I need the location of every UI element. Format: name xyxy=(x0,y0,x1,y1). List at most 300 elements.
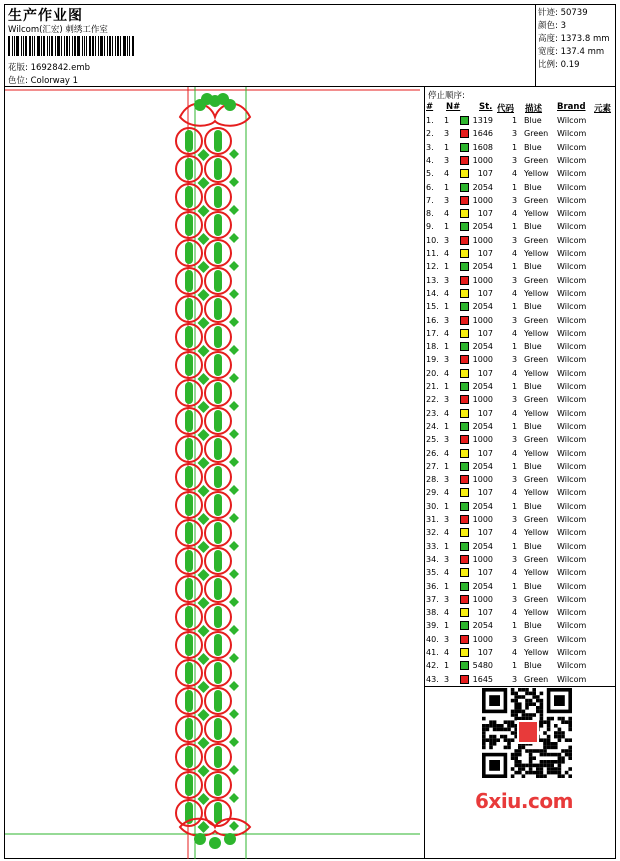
barcode-bar xyxy=(64,36,65,56)
row-number: 3. xyxy=(426,142,434,152)
barcode-bar xyxy=(82,36,83,56)
qr-module xyxy=(540,738,544,742)
qr-module xyxy=(511,720,515,724)
motif-diamond xyxy=(198,597,210,609)
qr-module xyxy=(518,710,522,714)
motif-fill xyxy=(214,270,222,292)
qr-module xyxy=(525,771,529,775)
motif-diamond xyxy=(198,401,210,413)
qr-module xyxy=(507,728,511,732)
row-color-number: 3 xyxy=(512,395,518,405)
row-description: Yellow xyxy=(524,608,549,618)
row-number: 5. xyxy=(426,169,434,179)
barcode-bar xyxy=(51,36,53,56)
qr-module xyxy=(547,735,551,739)
motif-diamond xyxy=(198,653,210,665)
motif-fill xyxy=(214,550,222,572)
row-number: 35. xyxy=(426,568,439,578)
motif-diamond xyxy=(198,541,210,553)
qr-module xyxy=(511,774,515,778)
row-number: 13. xyxy=(426,275,439,285)
bottom-leaf xyxy=(209,837,221,849)
qr-module xyxy=(561,735,565,739)
color-swatch xyxy=(460,355,469,364)
qr-module xyxy=(547,767,551,771)
barcode-bar xyxy=(16,36,19,56)
motif-fill xyxy=(214,326,222,348)
qr-module xyxy=(489,746,493,750)
qr-module xyxy=(529,760,533,764)
motif-fill xyxy=(185,130,193,152)
qr-module xyxy=(511,724,515,728)
row-needle: 1 xyxy=(444,501,450,511)
qr-module xyxy=(529,692,533,696)
row-needle: 1 xyxy=(444,116,450,125)
meta-width-value: 137.4 mm xyxy=(560,47,605,57)
motif-diamond xyxy=(229,485,239,495)
motif-diamond xyxy=(229,261,239,271)
qr-module xyxy=(518,706,522,710)
table-row xyxy=(426,421,616,434)
qr-module xyxy=(514,756,518,760)
qr-module xyxy=(532,713,536,717)
row-brand: Wilcom xyxy=(557,262,587,272)
qr-module xyxy=(558,728,562,732)
qr-module xyxy=(561,720,565,724)
row-brand: Wilcom xyxy=(557,355,587,365)
qr-module xyxy=(558,760,562,764)
qr-module xyxy=(558,731,562,735)
qr-module xyxy=(514,717,518,721)
motif-fill xyxy=(185,410,193,432)
qr-module xyxy=(568,720,572,724)
qr-module xyxy=(554,731,558,735)
row-needle: 3 xyxy=(444,195,450,205)
qr-module xyxy=(529,699,533,703)
row-brand: Wilcom xyxy=(557,209,587,219)
row-color-number: 3 xyxy=(512,355,518,365)
table-row xyxy=(426,235,616,248)
row-number: 6. xyxy=(426,182,434,192)
table-row xyxy=(426,554,616,567)
row-needle: 1 xyxy=(444,182,450,192)
row-description: Blue xyxy=(524,421,542,431)
qr-module xyxy=(482,724,486,728)
barcode-bar xyxy=(95,36,96,56)
row-description: Green xyxy=(524,195,549,205)
qr-module xyxy=(558,753,562,757)
row-color-number: 4 xyxy=(512,568,518,578)
barcode-bar xyxy=(77,36,80,56)
row-description: Blue xyxy=(524,262,542,272)
row-color-number: 3 xyxy=(512,634,518,644)
row-number: 34. xyxy=(426,554,439,564)
table-row xyxy=(426,142,616,155)
color-swatch xyxy=(460,302,469,311)
motif-diamond xyxy=(229,681,239,691)
row-color-number: 3 xyxy=(512,315,518,325)
qr-module xyxy=(514,702,518,706)
row-code: 2054 xyxy=(472,222,493,232)
table-row xyxy=(426,182,616,195)
qr-module xyxy=(504,735,508,739)
barcode-bar xyxy=(129,36,130,56)
qr-module xyxy=(547,760,551,764)
row-code: 1000 xyxy=(472,594,493,604)
row-code: 2054 xyxy=(472,541,493,551)
motif-fill xyxy=(185,634,193,656)
row-color-number: 4 xyxy=(512,169,518,179)
qr-module xyxy=(550,742,554,746)
color-swatch xyxy=(460,582,469,591)
row-number: 11. xyxy=(426,249,439,258)
qr-module xyxy=(543,731,547,735)
qr-module xyxy=(493,738,497,742)
row-code: 1319 xyxy=(472,116,493,125)
top-leaf xyxy=(217,93,229,105)
motif-diamond xyxy=(198,373,210,385)
qr-module xyxy=(507,720,511,724)
qr-module xyxy=(511,710,515,714)
qr-module xyxy=(518,771,522,775)
row-needle: 3 xyxy=(444,594,450,604)
qr-finder xyxy=(554,695,565,706)
table-row xyxy=(426,368,616,381)
row-color-number: 3 xyxy=(512,435,518,445)
row-needle: 3 xyxy=(444,435,450,445)
row-number: 38. xyxy=(426,608,439,618)
watermark-site: 6xiu.com xyxy=(475,789,573,813)
qr-module xyxy=(493,735,497,739)
row-needle: 4 xyxy=(444,288,450,298)
row-code: 107 xyxy=(477,488,493,498)
motif-fill xyxy=(214,746,222,768)
motif-diamond xyxy=(229,625,239,635)
motif-fill xyxy=(214,130,222,152)
row-code: 1000 xyxy=(472,634,493,644)
row-code: 5480 xyxy=(472,661,493,671)
motif-diamond xyxy=(229,177,239,187)
row-color-number: 1 xyxy=(512,142,518,152)
table-row xyxy=(426,328,616,341)
row-number: 23. xyxy=(426,408,439,418)
row-number: 20. xyxy=(426,368,439,378)
qr-module xyxy=(511,699,515,703)
row-color-number: 3 xyxy=(512,515,518,524)
motif-diamond xyxy=(229,597,239,607)
row-number: 16. xyxy=(426,315,439,325)
qr-module xyxy=(540,692,544,696)
motif-diamond xyxy=(229,513,239,523)
motif-diamond xyxy=(198,485,210,497)
motif-fill xyxy=(214,158,222,180)
row-code: 1608 xyxy=(472,142,493,152)
motif-fill xyxy=(185,438,193,460)
barcode-bar xyxy=(127,36,128,56)
row-needle: 1 xyxy=(444,222,450,232)
row-number: 28. xyxy=(426,475,439,485)
qr-module xyxy=(518,702,522,706)
qr-module xyxy=(550,764,554,768)
motif-diamond xyxy=(229,345,239,355)
qr-module xyxy=(511,767,515,771)
row-number: 19. xyxy=(426,355,439,365)
barcode-bar xyxy=(117,36,119,56)
row-number: 8. xyxy=(426,209,434,219)
col-header-stitches: St. xyxy=(479,102,493,112)
row-code: 107 xyxy=(477,448,493,458)
row-code: 2054 xyxy=(472,342,493,352)
row-brand: Wilcom xyxy=(557,315,587,325)
row-brand: Wilcom xyxy=(557,275,587,285)
motif-fill xyxy=(185,494,193,516)
row-description: Green xyxy=(524,395,549,405)
qr-module xyxy=(496,724,500,728)
row-description: Yellow xyxy=(524,568,549,578)
meta-height xyxy=(538,32,610,44)
qr-module xyxy=(511,713,515,717)
qr-module xyxy=(522,717,526,721)
row-brand: Wilcom xyxy=(557,554,587,564)
qr-module xyxy=(547,720,551,724)
row-description: Green xyxy=(524,129,549,139)
qr-module xyxy=(511,692,515,696)
row-brand: Wilcom xyxy=(557,488,587,498)
color-swatch xyxy=(460,515,469,524)
color-swatch xyxy=(460,528,469,537)
qr-module xyxy=(547,717,551,721)
color-swatch xyxy=(460,608,469,617)
color-swatch xyxy=(460,382,469,391)
qr-module xyxy=(561,749,565,753)
row-code: 107 xyxy=(477,408,493,418)
motif-diamond xyxy=(198,429,210,441)
qr-module xyxy=(529,771,533,775)
table-row xyxy=(426,381,616,394)
barcode-bar xyxy=(32,36,33,56)
qr-module xyxy=(500,728,504,732)
barcode-bar xyxy=(41,36,42,56)
qr-module xyxy=(482,728,486,732)
studio-name: Wilcom(汇宏) 刺绣工作室 xyxy=(8,25,108,35)
row-code: 107 xyxy=(477,648,493,657)
qr-module xyxy=(536,771,540,775)
row-description: Yellow xyxy=(524,328,549,338)
qr-module xyxy=(543,753,547,757)
row-needle: 4 xyxy=(444,169,450,179)
qr-module xyxy=(550,717,554,721)
table-row xyxy=(426,634,616,647)
table-row xyxy=(426,620,616,633)
motif-fill xyxy=(214,718,222,740)
qr-module xyxy=(547,746,551,750)
row-description: Green xyxy=(524,235,549,245)
row-brand: Wilcom xyxy=(557,421,587,431)
qr-module xyxy=(536,774,540,778)
row-number: 43. xyxy=(426,674,439,684)
qr-module xyxy=(554,735,558,739)
row-description: Blue xyxy=(524,501,542,511)
row-needle: 1 xyxy=(444,342,450,352)
qr-module xyxy=(518,695,522,699)
row-code: 1645 xyxy=(472,674,493,684)
qr-module xyxy=(565,749,569,753)
row-needle: 4 xyxy=(444,528,450,538)
motif-fill xyxy=(214,662,222,684)
row-description: Green xyxy=(524,475,549,485)
meta-stitches-label: 针迹: xyxy=(538,8,558,18)
table-row xyxy=(426,221,616,234)
qr-module xyxy=(489,738,493,742)
qr-module xyxy=(493,724,497,728)
qr-module xyxy=(525,713,529,717)
row-color-number: 4 xyxy=(512,608,518,618)
table-row xyxy=(426,155,616,168)
col-header-code: 代码 xyxy=(497,104,515,114)
qr-module xyxy=(529,764,533,768)
row-description: Yellow xyxy=(524,408,549,418)
meta-stitches-value: 50739 xyxy=(560,8,588,18)
color-swatch xyxy=(460,222,469,231)
motif-diamond xyxy=(198,765,210,777)
row-brand: Wilcom xyxy=(557,249,587,258)
table-row xyxy=(426,514,616,527)
color-swatch xyxy=(460,156,469,165)
qr-module xyxy=(482,717,486,721)
color-swatch xyxy=(460,635,469,644)
row-brand: Wilcom xyxy=(557,116,587,125)
table-row xyxy=(426,168,616,181)
qr-module xyxy=(554,753,558,757)
row-needle: 4 xyxy=(444,408,450,418)
motif-diamond xyxy=(229,317,239,327)
qr-module xyxy=(496,738,500,742)
motif-fill xyxy=(214,774,222,796)
barcode-bar xyxy=(49,36,50,56)
motif-diamond xyxy=(198,821,210,833)
barcode-bar xyxy=(57,36,60,56)
row-description: Blue xyxy=(524,382,542,391)
motif-diamond xyxy=(229,149,239,159)
row-number: 4. xyxy=(426,155,434,165)
row-needle: 4 xyxy=(444,209,450,219)
table-row xyxy=(426,448,616,461)
qr-finder xyxy=(489,760,500,771)
col-header-needle: N# xyxy=(446,102,461,112)
row-code: 1000 xyxy=(472,395,493,405)
row-color-number: 1 xyxy=(512,461,518,471)
row-number: 14. xyxy=(426,288,439,298)
qr-module xyxy=(543,742,547,746)
barcode-bar xyxy=(132,36,134,56)
row-needle: 1 xyxy=(444,421,450,431)
qr-module xyxy=(514,692,518,696)
color-swatch xyxy=(460,449,469,458)
qr-module xyxy=(568,774,572,778)
qr-module xyxy=(540,717,544,721)
motif-diamond xyxy=(229,765,239,775)
row-color-number: 4 xyxy=(512,488,518,498)
row-color-number: 1 xyxy=(512,621,518,631)
row-brand: Wilcom xyxy=(557,169,587,179)
color-swatch xyxy=(460,116,469,125)
row-brand: Wilcom xyxy=(557,368,587,378)
qr-module xyxy=(522,774,526,778)
row-needle: 3 xyxy=(444,275,450,285)
top-ornament xyxy=(180,104,250,126)
motif-diamond xyxy=(198,681,210,693)
qr-module xyxy=(486,738,490,742)
meta-width xyxy=(538,45,604,57)
motif-fill xyxy=(214,186,222,208)
qr-module xyxy=(568,756,572,760)
motif-fill xyxy=(185,354,193,376)
row-color-number: 4 xyxy=(512,408,518,418)
motif-diamond xyxy=(198,569,210,581)
barcode-bar xyxy=(55,36,56,56)
barcode-bar xyxy=(69,36,70,56)
motif-fill xyxy=(214,214,222,236)
row-description: Green xyxy=(524,674,549,684)
motif-fill xyxy=(185,242,193,264)
motif-fill xyxy=(185,690,193,712)
barcode-bar xyxy=(8,36,10,56)
qr-module xyxy=(518,717,522,721)
qr-module xyxy=(568,749,572,753)
motif-diamond xyxy=(198,149,210,161)
table-row xyxy=(426,128,616,141)
row-brand: Wilcom xyxy=(557,382,587,391)
qr-module xyxy=(482,742,486,746)
row-number: 30. xyxy=(426,501,439,511)
motif-diamond xyxy=(198,233,210,245)
qr-module xyxy=(514,710,518,714)
embroidery-design-preview xyxy=(5,87,424,859)
row-number: 21. xyxy=(426,382,439,391)
row-brand: Wilcom xyxy=(557,475,587,485)
qr-module xyxy=(500,724,504,728)
row-description: Yellow xyxy=(524,169,549,179)
motif-fill xyxy=(185,186,193,208)
stop-sequence-title: 停止顺序: xyxy=(428,91,465,101)
color-swatch xyxy=(460,289,469,298)
row-brand: Wilcom xyxy=(557,674,587,684)
row-brand: Wilcom xyxy=(557,435,587,445)
color-swatch xyxy=(460,661,469,670)
motif-fill xyxy=(185,298,193,320)
table-row xyxy=(426,394,616,407)
qr-module xyxy=(518,749,522,753)
color-swatch xyxy=(460,129,469,138)
color-swatch xyxy=(460,169,469,178)
table-row xyxy=(426,487,616,500)
qr-module xyxy=(529,749,533,753)
qr-module xyxy=(554,771,558,775)
color-swatch xyxy=(460,276,469,285)
row-color-number: 1 xyxy=(512,501,518,511)
qr-module xyxy=(540,710,544,714)
pattern-value: 1692842.emb xyxy=(30,63,91,73)
bottom-leaf xyxy=(224,833,236,845)
qr-module xyxy=(558,771,562,775)
qr-module xyxy=(558,756,562,760)
motif-diamond xyxy=(229,373,239,383)
table-row xyxy=(426,261,616,274)
motif-diamond xyxy=(229,821,239,831)
barcode-bar xyxy=(29,36,31,56)
table-row xyxy=(426,341,616,354)
row-needle: 1 xyxy=(444,541,450,551)
